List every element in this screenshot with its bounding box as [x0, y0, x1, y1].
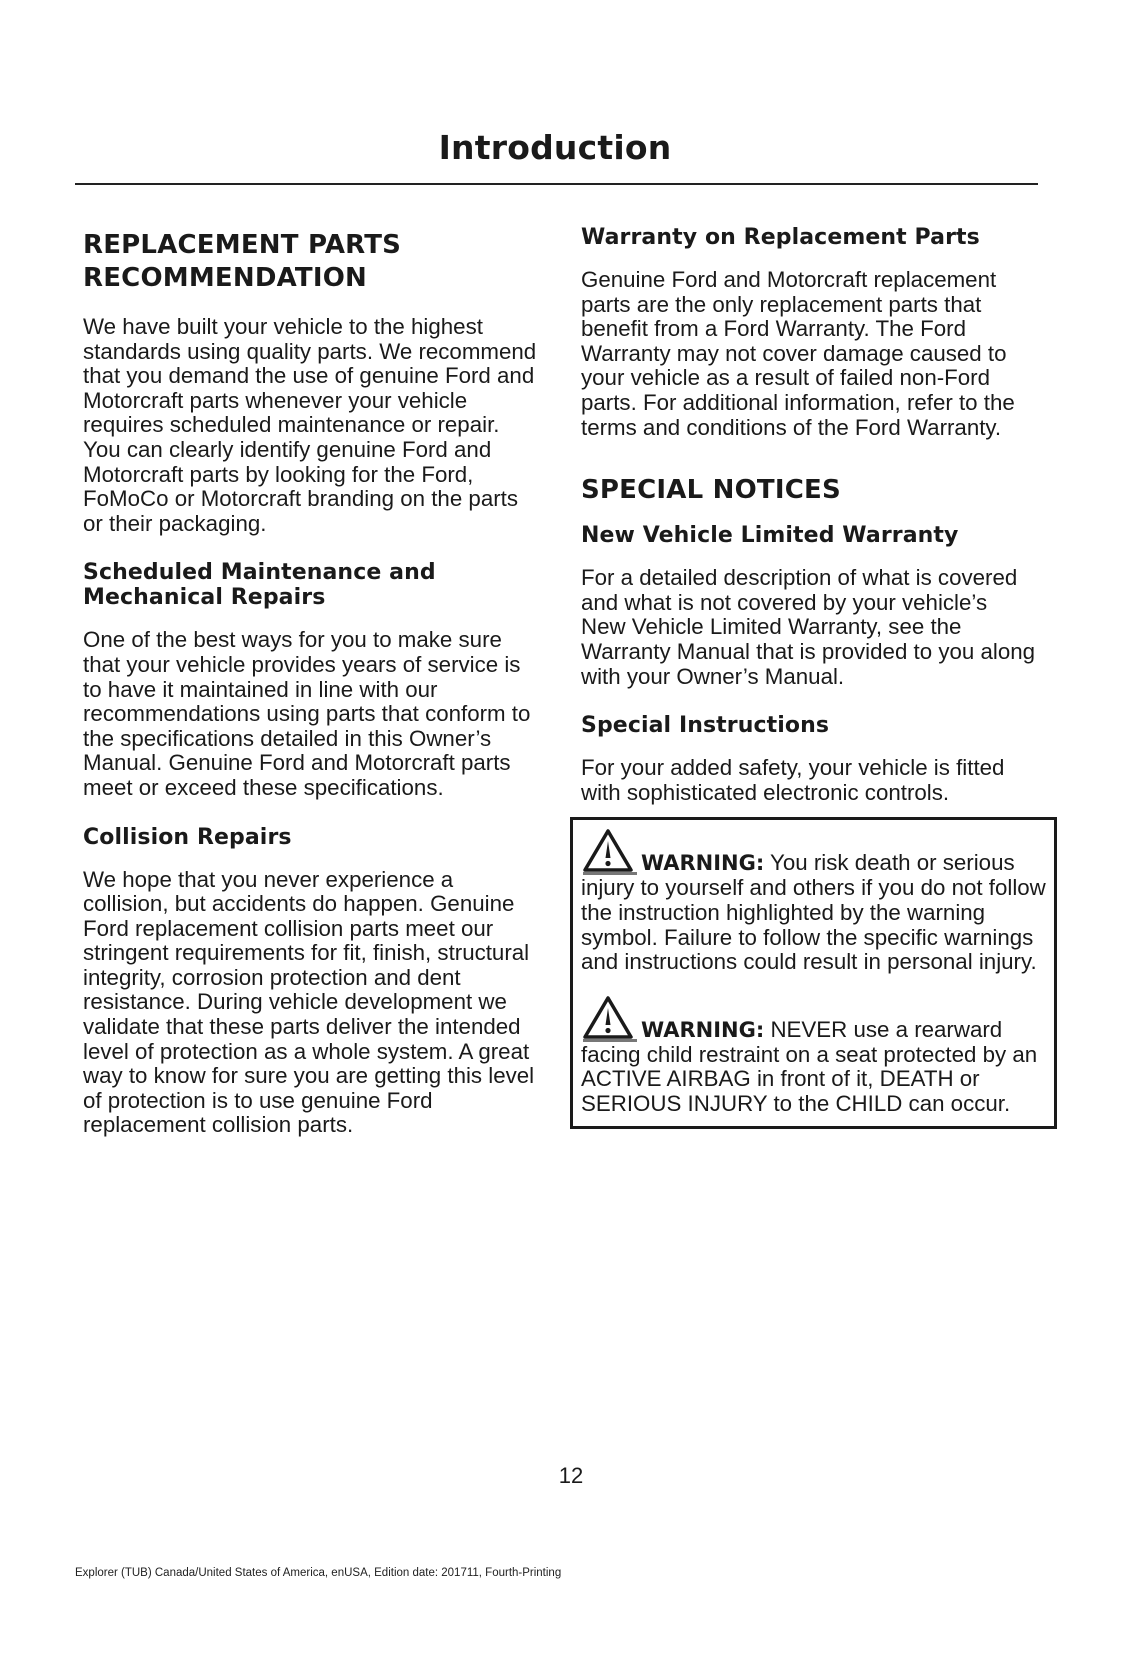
new-vehicle-limited-warranty-paragraph: For a detailed description of what is covered and what is not covered by your vehicle’s New Vehicle Limited Warranty, see the Warranty Manual that is provided to you along with your Owner’s Manual.: [581, 565, 1036, 689]
warning-text: NEVER use a rearward facing child restraint on a seat protected by an ACTIVE AIRBAG in front of it, DEATH or SERIOUS INJURY to the CHILD can occur.: [581, 1016, 1038, 1116]
collision-repairs-heading: Collision Repairs: [83, 824, 292, 850]
scheduled-maintenance-heading-line2: Mechanical Repairs: [83, 585, 326, 611]
scheduled-maintenance-heading: [83, 560, 538, 610]
warning-label: WARNING:: [641, 851, 765, 876]
left-column: [83, 229, 538, 1162]
scheduled-maintenance-paragraph: One of the best ways for you to make sure that your vehicle provides years of service is to have it maintained in line with our recommendations using parts that conform to the specifications detailed in this Owner’s Manual. Genuine Ford and Motorcraft parts meet or exceed these specifications.: [83, 627, 531, 800]
new-vehicle-limited-warranty-heading: New Vehicle Limited Warranty: [581, 523, 959, 549]
warning-box: [570, 817, 1057, 1129]
page-title: Introduction: [438, 128, 672, 167]
replacement-parts-heading-line1: REPLACEMENT PARTS: [83, 230, 402, 260]
warning-item: [581, 995, 1046, 1117]
edition-footer: Explorer (TUB) Canada/United States of America, enUSA, Edition date: 201711, Fourth-Printing: [75, 1567, 562, 1579]
warranty-replacement-parts-paragraph: Genuine Ford and Motorcraft replacement parts are the only replacement parts that benefit from a Ford Warranty. The Ford Warranty may not cover damage caused to your vehicle as a result of failed non-Ford parts. For additional information, refer to the terms and conditions of the Ford Warranty.: [581, 267, 1015, 440]
page-number: 12: [558, 1463, 584, 1488]
replacement-parts-heading-line2: RECOMMENDATION: [83, 263, 367, 293]
warranty-replacement-parts-heading: Warranty on Replacement Parts: [581, 225, 980, 250]
replacement-parts-heading: [83, 229, 538, 295]
collision-repairs-paragraph: We hope that you never experience a collision, but accidents do happen. Genuine Ford replacement collision parts meet our stringent requirements for fit, finish, structural integrity, corrosion protection and dent resistance. During vehicle development we validate that these parts deliver the intended level of protection as a whole system. A great way to know for sure you are getting this level of protection is to use genuine Ford replacement collision parts.: [83, 866, 535, 1138]
special-notices-heading: SPECIAL NOTICES: [581, 475, 841, 506]
warning-triangle-icon: [581, 828, 639, 876]
replacement-parts-paragraph: We have built your vehicle to the highest standards using quality parts. We recommend that you demand the use of genuine Ford and Motorcraft parts whenever your vehicle requires scheduled maintenance or repair. You can clearly identify genuine Ford and Motorcraft parts by looking for the Ford, FoMoCo or Motorcraft branding on the parts or their packaging.: [83, 314, 537, 536]
special-instructions-paragraph: For your added safety, your vehicle is fitted with sophisticated electronic controls.: [581, 755, 1005, 805]
special-instructions-heading: Special Instructions: [581, 713, 830, 739]
right-column: [581, 225, 1046, 1129]
warning-triangle-icon: [581, 995, 639, 1043]
warning-label: WARNING:: [641, 1017, 765, 1042]
scheduled-maintenance-heading-line1: Scheduled Maintenance and: [83, 560, 436, 586]
warning-text: You risk death or serious injury to yourself and others if you do not follow the instruction highlighted by the warning symbol. Failure to follow the specific warnings and instructions could result in personal injury.: [581, 850, 1046, 975]
warning-item: [581, 828, 1046, 974]
title-divider: [75, 183, 1038, 185]
